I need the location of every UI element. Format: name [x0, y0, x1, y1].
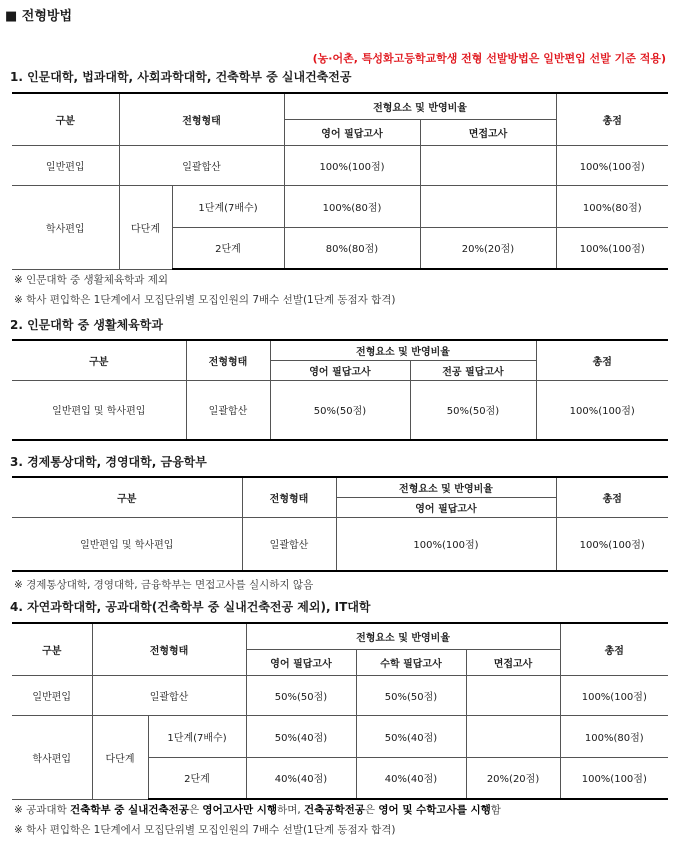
section-1-note-2: ※ 학사 편입학은 1단계에서 모집단위별 모집인원의 7배수 선발(1단계 동점자 합격) — [14, 294, 396, 306]
section-2-table — [12, 339, 668, 441]
section-2-title: 2. 인문대학 중 생활체육학과 — [10, 318, 163, 332]
header-ratio: 전형요소 및 반영비율 — [284, 93, 556, 119]
header-math: 수학 필답고사 — [356, 649, 466, 675]
header-english: 영어 필답고사 — [270, 360, 410, 380]
cell-english: 80%(80점) — [284, 227, 420, 269]
cell-interview — [420, 185, 556, 227]
cell-total: 100%(80점) — [560, 715, 668, 757]
cell-total: 100%(80점) — [556, 185, 668, 227]
cell-math: 50%(50점) — [356, 675, 466, 715]
cell-total: 100%(100점) — [560, 675, 668, 715]
header-total: 총점 — [556, 93, 668, 145]
cell-english: 50%(50점) — [246, 675, 356, 715]
header-interview: 면접고사 — [466, 649, 560, 675]
header-gubun: 구분 — [12, 340, 186, 380]
cell-english: 100%(100점) — [336, 517, 556, 571]
section-3-note-1: ※ 경제통상대학, 경영대학, 금융학부는 면접고사를 실시하지 않음 — [14, 579, 314, 591]
header-gubun: 구분 — [12, 93, 119, 145]
cell-english: 50%(40점) — [246, 715, 356, 757]
row-label-bachelor: 학사편입 — [12, 185, 119, 269]
cell-interview: 20%(20점) — [420, 227, 556, 269]
note-emphasis: 영어고사만 시행 — [202, 804, 278, 816]
row-label-bachelor: 학사편입 — [12, 715, 92, 799]
type-dadan: 다단계 — [92, 715, 148, 799]
header-total: 총점 — [560, 623, 668, 675]
section-4-title: 4. 자연과학대학, 공과대학(건축학부 중 실내건축전공 제외), IT대학 — [10, 600, 371, 614]
header-type: 전형형태 — [242, 477, 336, 517]
row-label-general: 일반편입 — [12, 145, 119, 185]
header-major: 전공 필답고사 — [410, 360, 536, 380]
note-emphasis: 건축공학전공 — [304, 804, 365, 816]
header-english: 영어 필답고사 — [246, 649, 356, 675]
cell-total: 100%(100점) — [556, 227, 668, 269]
header-total: 총점 — [536, 340, 668, 380]
note-emphasis: 건축학부 중 실내건축전공 — [70, 804, 189, 816]
header-type: 전형형태 — [92, 623, 246, 675]
cell-major: 50%(50점) — [410, 380, 536, 440]
section-1-table — [12, 92, 668, 270]
header-english: 영어 필답고사 — [284, 119, 420, 145]
type-iltal: 일괄합산 — [242, 517, 336, 571]
section-4-note-1 — [14, 802, 501, 817]
type-step1: 1단계(7배수) — [172, 185, 284, 227]
cell-math: 40%(40점) — [356, 757, 466, 799]
cell-interview — [420, 145, 556, 185]
header-english: 영어 필답고사 — [336, 497, 556, 517]
note-text: 함 — [490, 804, 501, 816]
note-text: ※ 공과대학 — [14, 804, 71, 816]
type-iltal: 일괄합산 — [92, 675, 246, 715]
cell-english: 40%(40점) — [246, 757, 356, 799]
header-ratio: 전형요소 및 반영비율 — [246, 623, 560, 649]
special-admission-note: (농·어촌, 특성화고등학교학생 전형 선발방법은 일반편입 선발 기준 적용) — [312, 52, 666, 65]
row-label-both: 일반편입 및 학사편입 — [12, 380, 186, 440]
header-ratio: 전형요소 및 반영비율 — [270, 340, 536, 360]
cell-math: 50%(40점) — [356, 715, 466, 757]
section-1-title: 1. 인문대학, 법과대학, 사회과학대학, 건축학부 중 실내건축전공 — [10, 70, 352, 84]
note-text: 은 — [188, 804, 203, 816]
header-gubun: 구분 — [12, 623, 92, 675]
note-text: 은 — [364, 804, 379, 816]
cell-english: 100%(100점) — [284, 145, 420, 185]
row-label-general: 일반편입 — [12, 675, 92, 715]
header-type: 전형형태 — [119, 93, 284, 145]
type-step1: 1단계(7배수) — [148, 715, 246, 757]
note-emphasis: 영어 및 수학고사를 시행 — [378, 804, 491, 816]
section-1-note-1: ※ 인문대학 중 생활체육학과 제외 — [14, 274, 169, 286]
type-step2: 2단계 — [148, 757, 246, 799]
section-3-title: 3. 경제통상대학, 경영대학, 금융학부 — [10, 455, 207, 469]
cell-total: 100%(100점) — [560, 757, 668, 799]
type-dadan: 다단계 — [119, 185, 172, 269]
cell-interview — [466, 675, 560, 715]
header-ratio: 전형요소 및 반영비율 — [336, 477, 556, 497]
type-iltal: 일괄합산 — [186, 380, 270, 440]
section-4-note-2: ※ 학사 편입학은 1단계에서 모집단위별 모집인원의 7배수 선발(1단계 동점자 합격) — [14, 824, 396, 836]
header-type: 전형형태 — [186, 340, 270, 380]
cell-interview: 20%(20점) — [466, 757, 560, 799]
header-interview: 면접고사 — [420, 119, 556, 145]
type-iltal: 일괄합산 — [119, 145, 284, 185]
note-text: 하며, — [277, 804, 305, 816]
page-title: ■ 전형방법 — [5, 9, 73, 24]
header-total: 총점 — [556, 477, 668, 517]
cell-total: 100%(100점) — [556, 145, 668, 185]
type-step2: 2단계 — [172, 227, 284, 269]
section-4-table — [12, 622, 668, 800]
section-3-table — [12, 476, 668, 572]
cell-interview — [466, 715, 560, 757]
header-gubun: 구분 — [12, 477, 242, 517]
row-label-both: 일반편입 및 학사편입 — [12, 517, 242, 571]
cell-total: 100%(100점) — [536, 380, 668, 440]
cell-total: 100%(100점) — [556, 517, 668, 571]
cell-english: 100%(80점) — [284, 185, 420, 227]
cell-english: 50%(50점) — [270, 380, 410, 440]
